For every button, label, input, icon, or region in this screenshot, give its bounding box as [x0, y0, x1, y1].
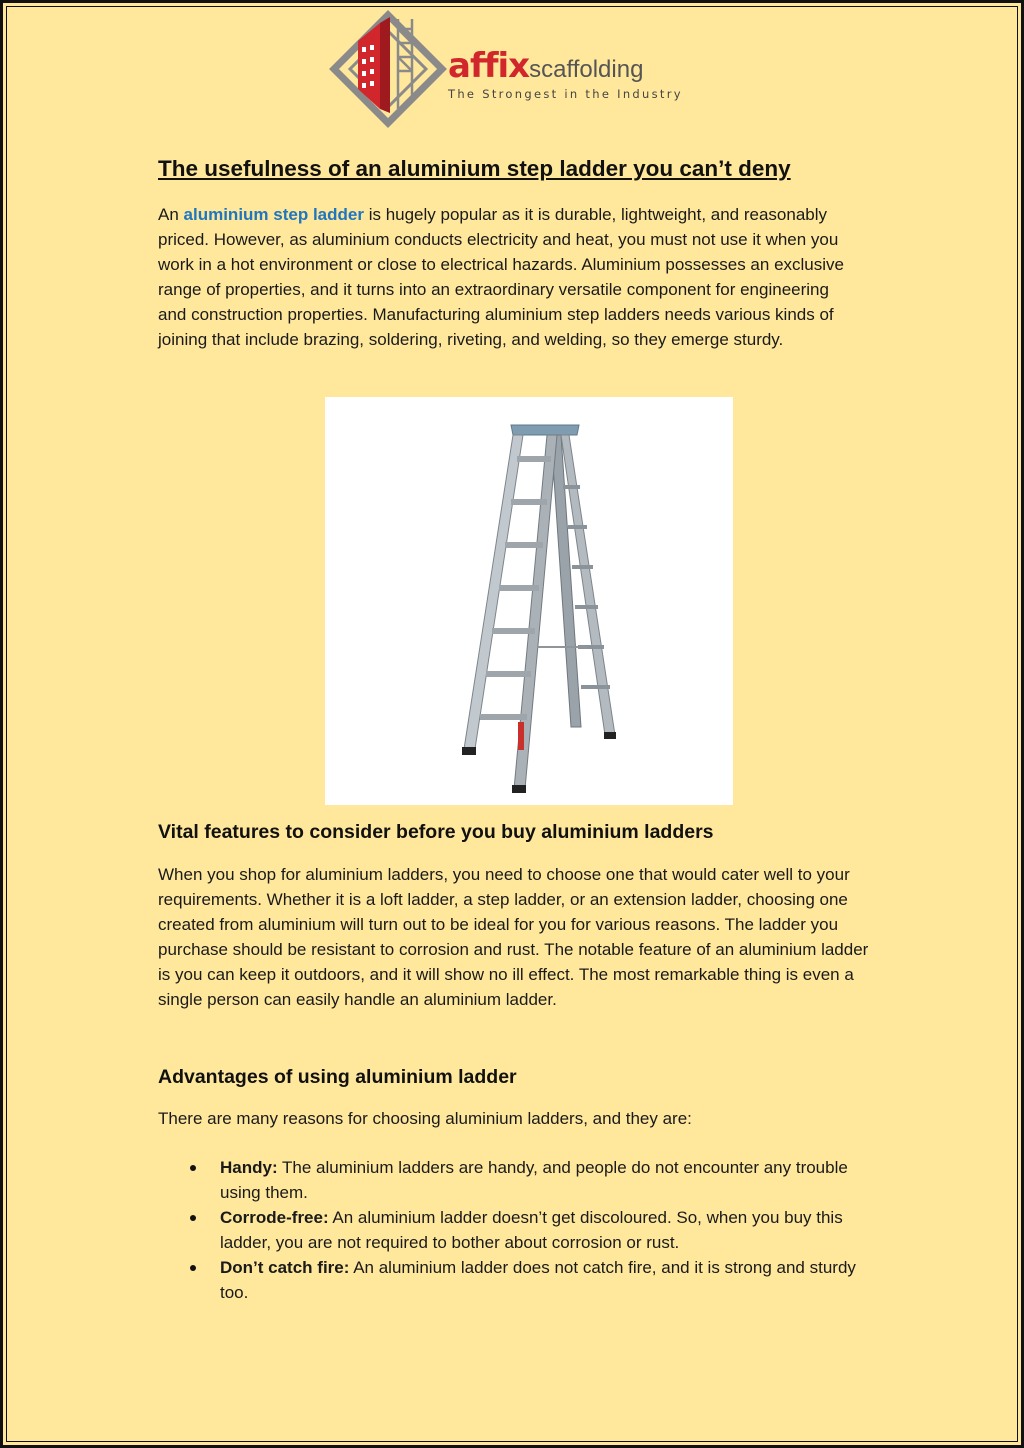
logo-tagline: The Strongest in the Industry	[448, 87, 683, 101]
affix-scaffolding-logo	[328, 9, 688, 129]
aluminium-step-ladder-link[interactable]: aluminium step ladder	[183, 205, 364, 224]
aluminium-step-ladder-image	[325, 397, 733, 805]
list-item-text: An aluminium ladder doesn’t get discoloured. So, when you buy this ladder, you are not required to bother about corrosion or rust.	[220, 1208, 843, 1252]
intro-paragraph	[158, 202, 858, 352]
logo-brand-affix: affix	[448, 46, 530, 86]
list-item-text: An aluminium ladder does not catch fire, and it is strong and sturdy too.	[220, 1258, 856, 1302]
list-item-label: Handy:	[220, 1158, 278, 1177]
intro-after-link: is hugely popular as it is durable, lightweight, and reasonably priced. However, as aluminium conducts electricity and heat, you must not use it when you work in a hot environment or close to electrical hazards. Aluminium possesses an exclusive range of properties, and it turns into an extraordinary versatile component for engineering and construction properties. Manufacturing aluminium step ladders needs various kinds of joining that include brazing, soldering, riveting, and welding, so they emerge sturdy.	[158, 205, 844, 349]
list-item	[158, 1255, 878, 1305]
list-item-label: Corrode-free:	[220, 1208, 329, 1227]
advantages-list	[158, 1155, 878, 1305]
section2-heading: Advantages of using aluminium ladder	[158, 1066, 517, 1088]
section1-heading: Vital features to consider before you buy aluminium ladders	[158, 821, 714, 843]
list-item-label: Don’t catch fire:	[220, 1258, 350, 1277]
ladder-icon	[325, 397, 733, 805]
article-title: The usefulness of an aluminium step ladder you can’t deny	[158, 156, 791, 181]
logo-mark-icon	[328, 9, 448, 129]
bullet-icon	[190, 1265, 196, 1271]
logo-brand-scaffolding: scaffolding	[529, 56, 644, 83]
bullet-icon	[190, 1165, 196, 1171]
section1-body: When you shop for aluminium ladders, you need to choose one that would cater well to your requirements. Whether it is a loft ladder, a step ladder, or an extension ladder, choosing one created from aluminium will turn out to be ideal for you for various reasons. The ladder you purchase should be resistant to corrosion and rust. The notable feature of an aluminium ladder is you can keep it outdoors, and it will show no ill effect. The most remarkable thing is even a single person can easily handle an aluminium ladder.	[158, 865, 869, 1009]
logo-text	[448, 46, 683, 101]
intro-before-link: An	[158, 205, 184, 224]
list-item	[158, 1155, 878, 1205]
list-item-text: The aluminium ladders are handy, and people do not encounter any trouble using them.	[220, 1158, 848, 1202]
section2-intro: There are many reasons for choosing aluminium ladders, and they are:	[158, 1109, 692, 1128]
bullet-icon	[190, 1215, 196, 1221]
list-item	[158, 1205, 878, 1255]
